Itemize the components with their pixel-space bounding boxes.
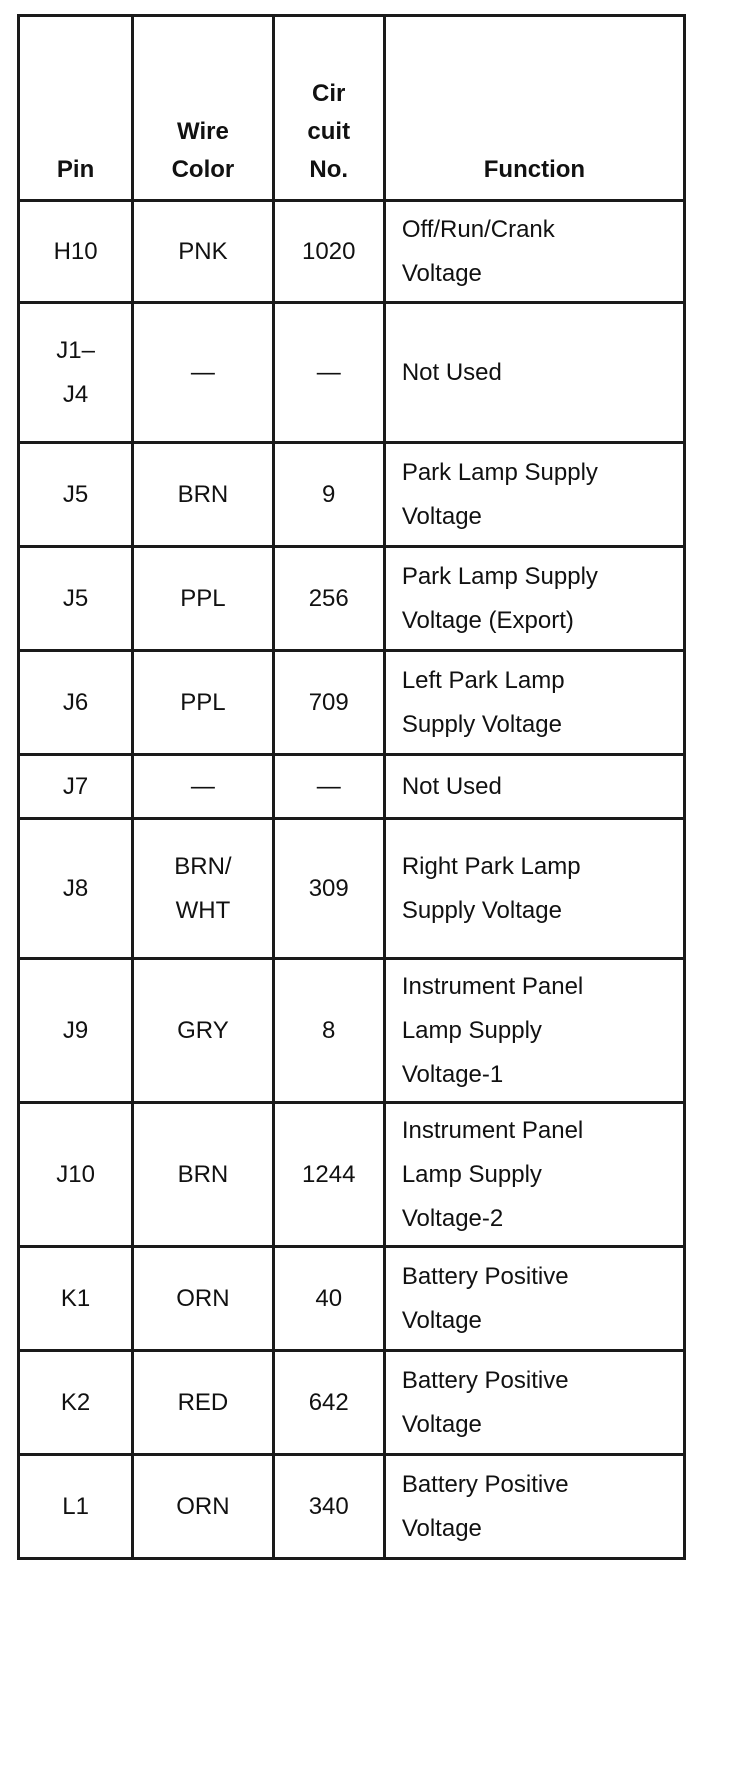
table-row	[19, 303, 685, 443]
wire-color-cell-text: GRY	[177, 1016, 229, 1044]
wire-color-cell	[133, 651, 273, 755]
circuit-number-cell	[273, 651, 384, 755]
circuit-number-cell-text: 1244	[302, 1160, 356, 1188]
pin-cell-text: H10	[53, 237, 98, 265]
function-cell	[384, 1351, 684, 1455]
circuit-number-cell	[273, 1103, 384, 1247]
pin-cell-text: J6	[62, 688, 89, 716]
function-cell-text: Park Lamp Supply Voltage (Export)	[401, 562, 598, 634]
function-cell	[384, 755, 684, 819]
pin-cell	[19, 1351, 133, 1455]
function-cell	[384, 1103, 684, 1247]
circuit-number-cell-text: 709	[308, 688, 349, 716]
table-row	[19, 1351, 685, 1455]
function-cell-text: Not Used	[401, 772, 502, 800]
wire-color-cell	[133, 1103, 273, 1247]
function-cell-text: Battery Positive Voltage	[401, 1366, 569, 1438]
pin-cell	[19, 1103, 133, 1247]
wire-color-cell	[133, 755, 273, 819]
wire-color-cell-text: RED	[177, 1388, 229, 1416]
circuit-number-cell-text: 309	[308, 874, 349, 902]
table-header-row	[19, 16, 685, 201]
pin-cell-text: J9	[62, 1016, 89, 1044]
function-cell-text: Right Park Lamp Supply Voltage	[401, 852, 581, 924]
pin-cell	[19, 443, 133, 547]
function-cell-text: Left Park Lamp Supply Voltage	[401, 666, 565, 738]
header-circuit-no: Cir cuit No.	[273, 16, 384, 201]
circuit-number-cell	[273, 755, 384, 819]
function-cell-text: Off/Run/Crank Voltage	[401, 215, 555, 287]
circuit-number-cell-text: 340	[308, 1492, 349, 1520]
function-cell	[384, 443, 684, 547]
function-cell	[384, 303, 684, 443]
table-row	[19, 651, 685, 755]
table-row	[19, 755, 685, 819]
circuit-number-cell-text: 8	[322, 1016, 336, 1044]
circuit-number-cell	[273, 959, 384, 1103]
pin-cell	[19, 651, 133, 755]
pin-cell	[19, 547, 133, 651]
wire-color-cell-text: ORN	[176, 1492, 230, 1520]
circuit-number-cell	[273, 1351, 384, 1455]
table-row	[19, 443, 685, 547]
wire-color-cell	[133, 1351, 273, 1455]
header-pin: Pin	[19, 16, 133, 201]
table-row	[19, 1455, 685, 1559]
circuit-number-cell-text: —	[316, 358, 341, 386]
circuit-number-cell-text: 256	[308, 584, 349, 612]
function-cell-text: Battery Positive Voltage	[401, 1470, 569, 1542]
table-row	[19, 547, 685, 651]
pin-cell	[19, 201, 133, 303]
table-row	[19, 959, 685, 1103]
circuit-number-cell	[273, 1247, 384, 1351]
circuit-number-cell	[273, 819, 384, 959]
pin-cell	[19, 755, 133, 819]
table-row	[19, 1103, 685, 1247]
function-cell-text: Park Lamp Supply Voltage	[401, 458, 598, 530]
wire-color-cell-text: BRN/ WHT	[174, 852, 232, 924]
table-row	[19, 1247, 685, 1351]
pin-cell-text: K1	[60, 1284, 91, 1312]
circuit-number-cell-text: 642	[308, 1388, 349, 1416]
pin-cell-text: J5	[62, 584, 89, 612]
pin-cell	[19, 1455, 133, 1559]
table-row	[19, 201, 685, 303]
function-cell	[384, 1247, 684, 1351]
table-row	[19, 819, 685, 959]
circuit-number-cell	[273, 303, 384, 443]
wire-color-cell	[133, 819, 273, 959]
pin-table	[17, 14, 686, 1560]
wire-color-cell-text: PPL	[180, 688, 226, 716]
function-cell	[384, 651, 684, 755]
pin-cell-text: J5	[62, 480, 89, 508]
pin-cell	[19, 819, 133, 959]
function-cell	[384, 959, 684, 1103]
wire-color-cell	[133, 303, 273, 443]
wire-color-cell-text: —	[190, 772, 215, 800]
function-cell	[384, 819, 684, 959]
circuit-number-cell	[273, 443, 384, 547]
circuit-number-cell	[273, 547, 384, 651]
function-cell	[384, 1455, 684, 1559]
wire-color-cell-text: PNK	[178, 237, 228, 265]
function-cell	[384, 201, 684, 303]
wire-color-cell	[133, 443, 273, 547]
circuit-number-cell-text: 40	[315, 1284, 343, 1312]
pin-cell-text: K2	[60, 1388, 91, 1416]
pin-cell-text: J7	[62, 772, 89, 800]
circuit-number-cell	[273, 1455, 384, 1559]
function-cell	[384, 547, 684, 651]
wire-color-cell	[133, 1455, 273, 1559]
pin-cell-text: J10	[56, 1160, 95, 1188]
header-function: Function	[384, 16, 684, 201]
wire-color-cell-text: BRN	[177, 480, 229, 508]
pin-cell	[19, 303, 133, 443]
function-cell-text: Instrument Panel Lamp Supply Voltage-1	[401, 972, 584, 1088]
circuit-number-cell-text: —	[316, 772, 341, 800]
header-wire-color: Wire Color	[133, 16, 273, 201]
pin-cell-text: J8	[62, 874, 89, 902]
pin-cell	[19, 959, 133, 1103]
wire-color-cell-text: ORN	[176, 1284, 230, 1312]
circuit-number-cell-text: 1020	[302, 237, 356, 265]
wire-color-cell	[133, 201, 273, 303]
pin-cell	[19, 1247, 133, 1351]
wire-color-cell	[133, 547, 273, 651]
wire-color-cell-text: PPL	[180, 584, 226, 612]
table-body	[19, 201, 685, 1559]
circuit-number-cell	[273, 201, 384, 303]
pin-cell-text: J1– J4	[56, 336, 95, 408]
circuit-number-cell-text: 9	[322, 480, 336, 508]
function-cell-text: Not Used	[401, 358, 502, 386]
wire-color-cell	[133, 959, 273, 1103]
function-cell-text: Battery Positive Voltage	[401, 1262, 569, 1334]
wire-color-cell-text: BRN	[177, 1160, 229, 1188]
function-cell-text: Instrument Panel Lamp Supply Voltage-2	[401, 1116, 584, 1232]
wire-color-cell	[133, 1247, 273, 1351]
wire-color-cell-text: —	[190, 358, 215, 386]
pin-cell-text: L1	[62, 1492, 89, 1520]
